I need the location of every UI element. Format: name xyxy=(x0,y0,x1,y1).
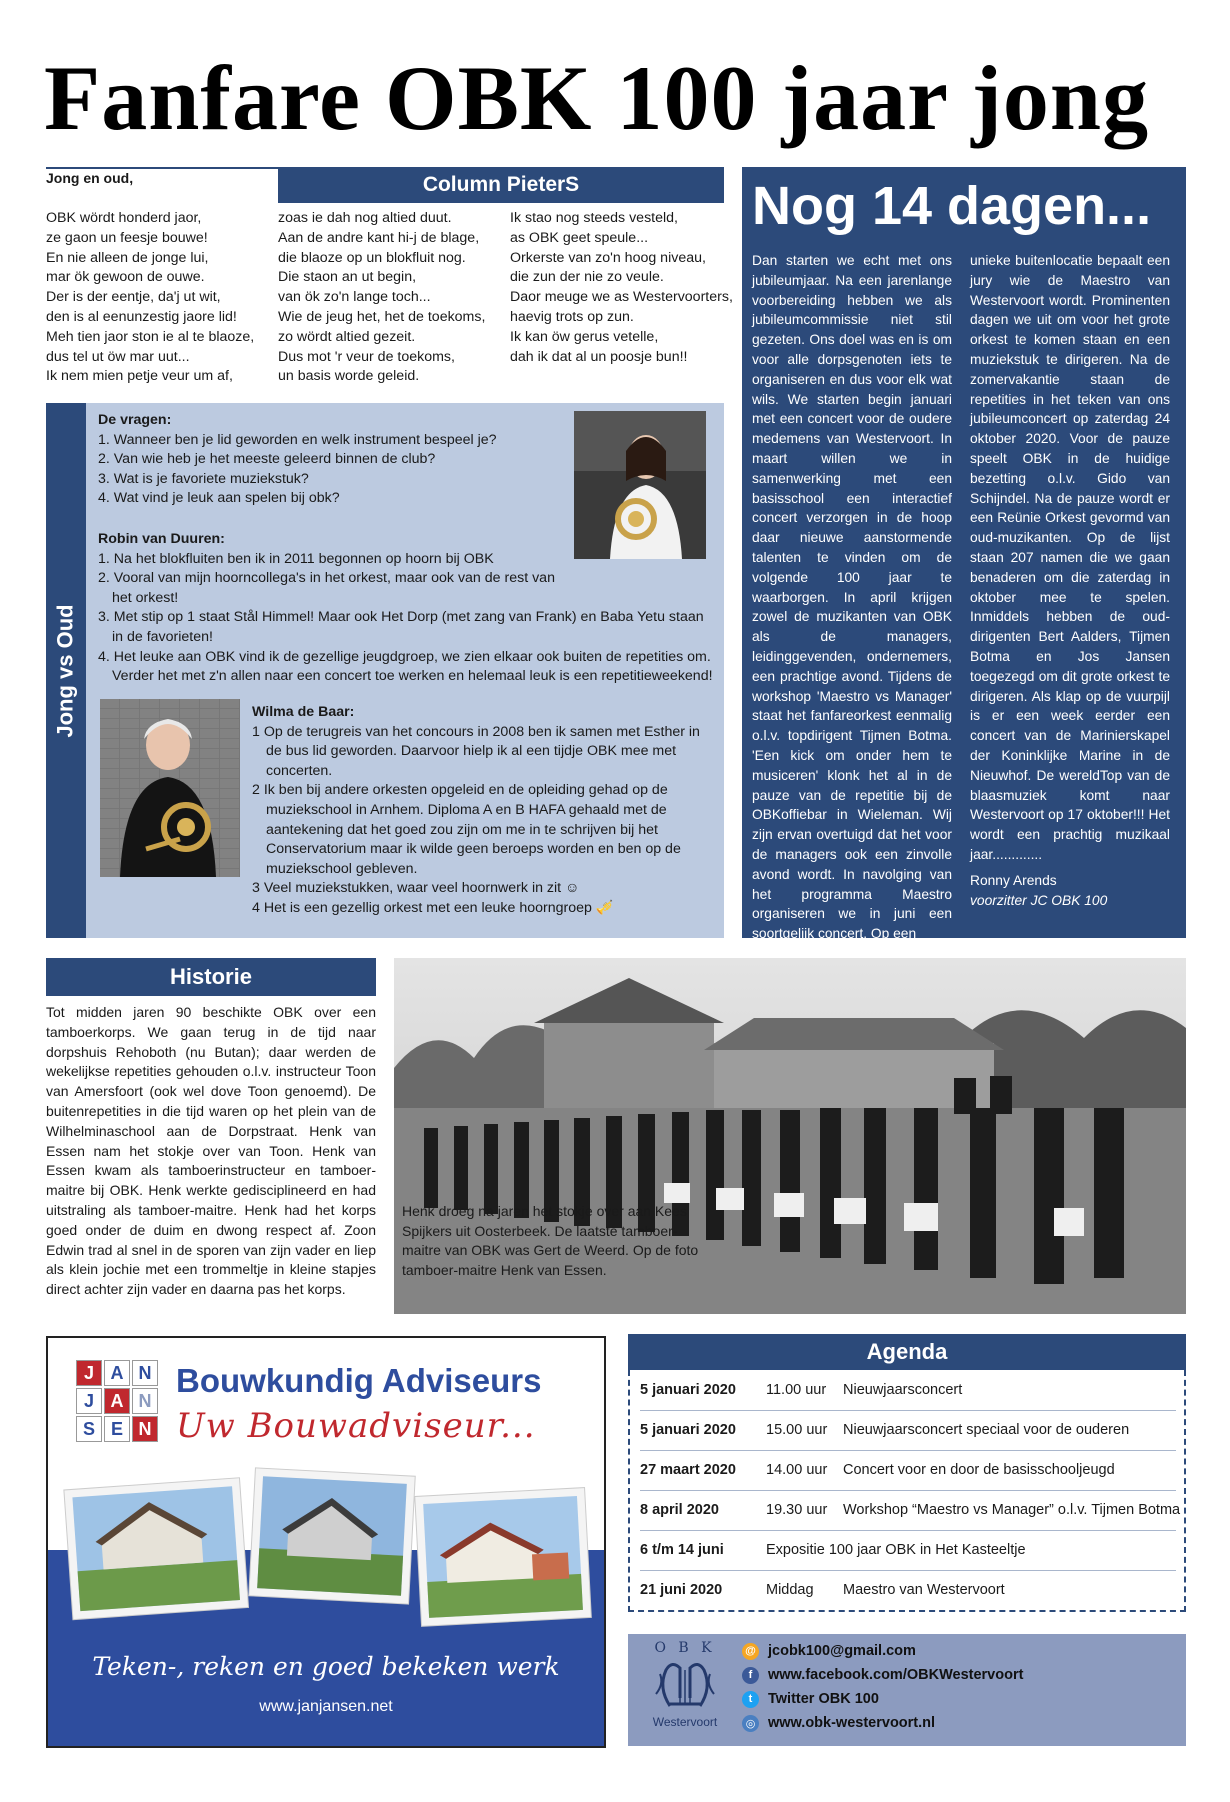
lyre-icon xyxy=(650,1658,720,1710)
agenda-time: 15.00 uur xyxy=(766,1422,828,1438)
poem-line: van ök zo'n lange toch... xyxy=(278,289,431,306)
poem-line: un basis worde geleid. xyxy=(278,368,420,385)
logo-letter: N xyxy=(132,1388,158,1414)
question-item: 1. Wanneer ben je lid geworden en welk instrument bespeel je? xyxy=(98,431,497,448)
contact-facebook-text[interactable]: www.facebook.com/OBKWestervoort xyxy=(768,1667,1024,1683)
poem-line: dah ik dat al un poosje bun!! xyxy=(510,348,688,365)
agenda-row xyxy=(640,1530,1180,1570)
facebook-icon: f xyxy=(742,1667,759,1684)
wilma-block xyxy=(252,703,714,919)
historie-text: Tot midden jaren 90 beschikte OBK over een tamboerkorps. We gaan terug in de tijd naar dorpshuis Rehoboth (nu Butan); daar werden de wekelijkse repetities gehouden o.l.v. instructeur Toon van Amersfoort (ook wel dove Toon genoemd). De buitenrepetities in die tijd waren op het plein van de Wilhelminaschool aan de Dorpstraat. Henk van Essen nam het stokje over van Toon. Henk van Essen kwam als tamboerinstructeur en tamboer-maitre bij OBK. Henk werkte gedisciplineerd en had uitstraling als tamboer-maitre. Henk had het korps goed onder de duim en dwong respect af. Zoon Edwin trad al snel in de sporen van zijn vader en liep als klein jochie met een trommeltje in kleine stapjes direct achter zijn vader en daarna pas het korps. xyxy=(46,1004,376,1298)
contact-twitter[interactable] xyxy=(742,1688,879,1710)
poem-line: haevig trots op zun. xyxy=(510,308,634,325)
advert-house-photos-svg xyxy=(62,1466,592,1630)
poem-column-3 xyxy=(510,209,733,367)
robin-name: Robin van Duuren: xyxy=(98,531,225,547)
poem-line: die blaoze op un blokfluit nog. xyxy=(278,249,466,266)
question-item: 4. Wat vind je leuk aan spelen bij obk? xyxy=(98,490,340,507)
poem-line: die zun der nie zo veule. xyxy=(510,269,664,286)
agenda-row xyxy=(640,1570,1180,1610)
poem-line: Der is der eentje, da'j ut wit, xyxy=(46,289,221,306)
robin-photo xyxy=(574,411,706,559)
poem-line: Ik nem mien petje veur um af, xyxy=(46,368,233,385)
poem-line: Orkerste van zo'n hoog niveau, xyxy=(510,249,706,266)
wilma-answer: 1 Op de terugreis van het concours in 2008 ben ik samen met Esther in de bus lid geworden. Daarvoor hielp ik al een tijdje OBK mee met concerten. xyxy=(252,723,700,779)
agenda-date: 8 april 2020 xyxy=(640,1502,719,1518)
poem-column-2 xyxy=(278,209,485,387)
questions-title: De vragen: xyxy=(98,412,172,428)
advert-subtitle: Uw Bouwadviseur... xyxy=(176,1406,536,1446)
poem-line: ze gaon un feesje bouwe! xyxy=(46,229,208,246)
nog-14-dagen-title: Nog 14 dagen... xyxy=(752,176,1152,236)
logo-letter: E xyxy=(104,1416,130,1442)
agenda-time: Expositie 100 jaar OBK in Het Kasteeltje xyxy=(766,1542,1026,1558)
question-item: 2. Van wie heb je het meeste geleerd binnen de club? xyxy=(98,451,436,468)
robin-answer: 3. Met stip op 1 staat Stål Himmel! Maar ook Het Dorp (met zang van Frank) en Baba Yetu staan in de favorieten! xyxy=(98,609,704,645)
historie-title: Historie xyxy=(46,958,376,996)
nog-column-1: Dan starten we echt met ons jubileumjaar. Na een jarenlange voorbereiding hebben we als jubileumcommissie niet stil gezeten. Ons doel was en is om voor alle dorpsgenoten iets te organiseren en dus voor elk wat wils. We starten begin januari met een concert voor de oudere medemens van Westervoort. In maart willen we in samenwerking met een basisschool een interactief concert verzorgen in de hoop daar nieuwe aanstormende talenten te vinden om de volgende 100 jaar te waarborgen. In april krijgen zowel de muzikanten van OBK als de managers, leidinggevenden, ondernemers, een prachtige avond. Tijdens de workshop 'Maestro vs Manager' staat het fanfareorkest eenmalig o.l.v. topdirigent Tijmen Botma. 'Een kick om onder hem te musiceren' klonk het al in de pauze van de repetitie bij de OBKoffiebar in Wieleman. Wij zijn ervan overtuigd dat het voor de managers ook een zinvolle avond wordt. In navolging van het programma Maestro organiseren we in juni een soortgelijk concert. Op een xyxy=(752,253,952,942)
wilma-answer: 3 Veel muziekstukken, waar veel hoornwerk in zit ☺ xyxy=(252,880,580,897)
nog-column-2 xyxy=(970,251,1170,910)
agenda-row xyxy=(640,1490,1180,1530)
agenda-title: Agenda xyxy=(628,1334,1186,1370)
masthead-title: Fanfare OBK 100 jaar jong xyxy=(44,47,1150,149)
poem-line: Die staon an ut begin, xyxy=(278,269,417,286)
poem-line: En nie alleen de jonge lui, xyxy=(46,249,209,266)
wilma-photo-svg xyxy=(100,699,240,877)
contact-twitter-text[interactable]: Twitter OBK 100 xyxy=(768,1691,879,1707)
advert-house-photos xyxy=(62,1466,592,1630)
column-rule xyxy=(46,167,278,169)
wilma-name: Wilma de Baar: xyxy=(252,704,355,720)
robin-photo-svg xyxy=(574,411,706,559)
poem-line: OBK wördt honderd jaor, xyxy=(46,210,202,226)
agenda-row xyxy=(640,1450,1180,1490)
wilma-answer: 2 Ik ben bij andere orkesten opgeleid en de opleiding gehad op de muziekschool in Arnhem. Diploma A en B HAFA gehaald met de aantekening dat het goed zou zijn om me in te schrijven bij het Conservatorium maar ik wilde geen beroeps worden en ben op de muziekschool gebleven. xyxy=(252,782,681,877)
agenda-event: Workshop “Maestro vs Manager” o.l.v. Tijmen Botma xyxy=(843,1502,1181,1518)
questions-block xyxy=(98,411,568,509)
poem-line: Aan de andre kant hi-j de blage, xyxy=(278,229,480,246)
jong-vs-oud-label-wrap xyxy=(46,403,86,938)
nog-column-2-text: unieke buitenlocatie bepaalt een jury wie de Maestro van Westervoort wordt. Prominenten dagen we uit om voor het grote orkest te komen staan en een muziekstuk te dirigeren. Na de zomervakantie staan de repetities in het teken van ons jubileumconcert op zaterdag 24 oktober 2020. Voor de pauze speelt OBK in de huidige bezetting o.l.v. Gido van Schijndel. Na de pauze wordt er een Reünie Orkest gevormd van oud-muzikanten. Op de lijst staan 207 namen die we gaan benaderen om die zaterdag in oktober mee te spelen. Inmiddels hebben de oud-dirigenten Bert Aalders, Tijmen Botma en Jos Jansen toegezegd om dit grote orkest te dirigeren. Als klap op de vuurpijl is er een week eerder een concert van de Marinierskapel der Koninklijke Marine in de Nieuwhof. De wereldTop van de blaasmuziek komt naar Westervoort op 17 oktober!!! Het wordt een prachtig muzikaal jaar............. xyxy=(970,253,1170,862)
advert-title: Bouwkundig Adviseurs xyxy=(176,1362,542,1399)
agenda-time: Middag xyxy=(766,1582,814,1598)
contact-email-text[interactable]: jcobk100@gmail.com xyxy=(768,1643,916,1659)
advert-slogan: Teken-, reken en goed bekeken werk xyxy=(92,1652,560,1681)
agenda-date: 21 juni 2020 xyxy=(640,1582,723,1598)
agenda-time: 11.00 uur xyxy=(766,1382,827,1398)
poem-line: Ik kan öw gerus vetelle, xyxy=(510,328,659,345)
poem-line: Wie de jeug het, het de toekoms, xyxy=(278,308,486,325)
robin-answer: 1. Na het blokfluiten ben ik in 2011 begonnen op hoorn bij OBK xyxy=(98,550,494,567)
contact-email[interactable] xyxy=(742,1640,916,1662)
globe-icon: ◎ xyxy=(742,1715,759,1732)
agenda-event: Nieuwjaarsconcert xyxy=(843,1382,963,1398)
advert-logo xyxy=(76,1360,160,1444)
poem-line: dus tel ut öw mar uut... xyxy=(46,348,190,365)
contact-web-text[interactable]: www.obk-westervoort.nl xyxy=(768,1715,936,1731)
poem-line: zo wördt altied gezeit. xyxy=(278,328,416,345)
agenda-time: 14.00 uur xyxy=(766,1462,828,1478)
obk-logo xyxy=(640,1640,730,1740)
agenda-date: 5 januari 2020 xyxy=(640,1382,736,1398)
contact-web[interactable] xyxy=(742,1712,935,1734)
poem-line: Daor meuge we as Westervoorters, xyxy=(510,289,733,306)
signature-role: voorzitter JC OBK 100 xyxy=(970,892,1108,908)
jong-vs-oud-label: Jong vs Oud xyxy=(53,603,78,738)
agenda-event: Concert voor en door de basisschooljeugd xyxy=(843,1462,1115,1478)
poem-line: mar ök gewoon de ouwe. xyxy=(46,269,205,286)
question-item: 3. Wat is je favoriete muziekstuk? xyxy=(98,470,309,487)
agenda-row xyxy=(640,1370,1180,1410)
poem-line: Ik stao nog steeds vesteld, xyxy=(510,210,678,226)
email-icon: @ xyxy=(742,1643,759,1660)
agenda-date: 27 maart 2020 xyxy=(640,1462,736,1478)
agenda-event: Nieuwjaarsconcert speciaal voor de ouderen xyxy=(843,1422,1130,1438)
advert-url[interactable]: www.janjansen.net xyxy=(259,1698,393,1715)
agenda-time: 19.30 uur xyxy=(766,1502,828,1518)
logo-letter: A xyxy=(104,1388,130,1414)
robin-answer: 2. Vooral van mijn hoorncollega's in het orkest, maar ook van de rest van het orkest! xyxy=(98,570,555,606)
wilma-answer: 4 Het is een gezellig orkest met een leuke hoorngroep 🎺 xyxy=(252,899,614,916)
agenda-date: 6 t/m 14 juni xyxy=(640,1542,724,1558)
agenda-row xyxy=(640,1410,1180,1450)
poem-line: as OBK geet speule... xyxy=(510,229,649,246)
poem-column-1 xyxy=(46,209,254,387)
obk-logo-top: O B K xyxy=(654,1640,716,1656)
logo-letter: S xyxy=(76,1416,102,1442)
logo-letter: N xyxy=(132,1360,158,1386)
logo-letter: A xyxy=(104,1360,130,1386)
agenda-event: Maestro van Westervoort xyxy=(843,1582,1005,1598)
twitter-icon: t xyxy=(742,1691,759,1708)
poem-line: Dus mot 'r veur de toekoms, xyxy=(278,348,455,365)
poem-line: Meh tien jaor ston ie al te blaoze, xyxy=(46,328,255,345)
contact-facebook[interactable] xyxy=(742,1664,1023,1686)
column-intro: Jong en oud, xyxy=(46,170,134,186)
agenda-date: 5 januari 2020 xyxy=(640,1422,736,1438)
poem-line: zoas ie dah nog altied duut. xyxy=(278,210,452,226)
signature-name: Ronny Arends xyxy=(970,872,1057,888)
logo-letter: J xyxy=(76,1360,102,1386)
wilma-photo xyxy=(100,699,240,877)
logo-letter: N xyxy=(132,1416,158,1442)
robin-answer: 4. Het leuke aan OBK vind ik de gezellige jeugdgroep, we zien elkaar ook buiten de repetities om. Verder het met z'n allen naar een concert toe werken en helemaal leuk is een repetitieweekend! xyxy=(98,648,713,685)
poem-line: den is al eenunzestig jaore lid! xyxy=(46,308,237,325)
historie-caption: Henk droeg na jaren het stokje over aan Kees Spijkers uit Oosterbeek. De laatste tamboer-maitre van OBK was Gert de Weerd. Op de foto tamboer-maitre Henk van Essen. xyxy=(402,1203,699,1278)
logo-letter: J xyxy=(76,1388,102,1414)
agenda-box xyxy=(628,1370,1186,1612)
obk-logo-bottom: Westervoort xyxy=(652,1715,718,1729)
column-title: Column PieterS xyxy=(278,167,724,203)
